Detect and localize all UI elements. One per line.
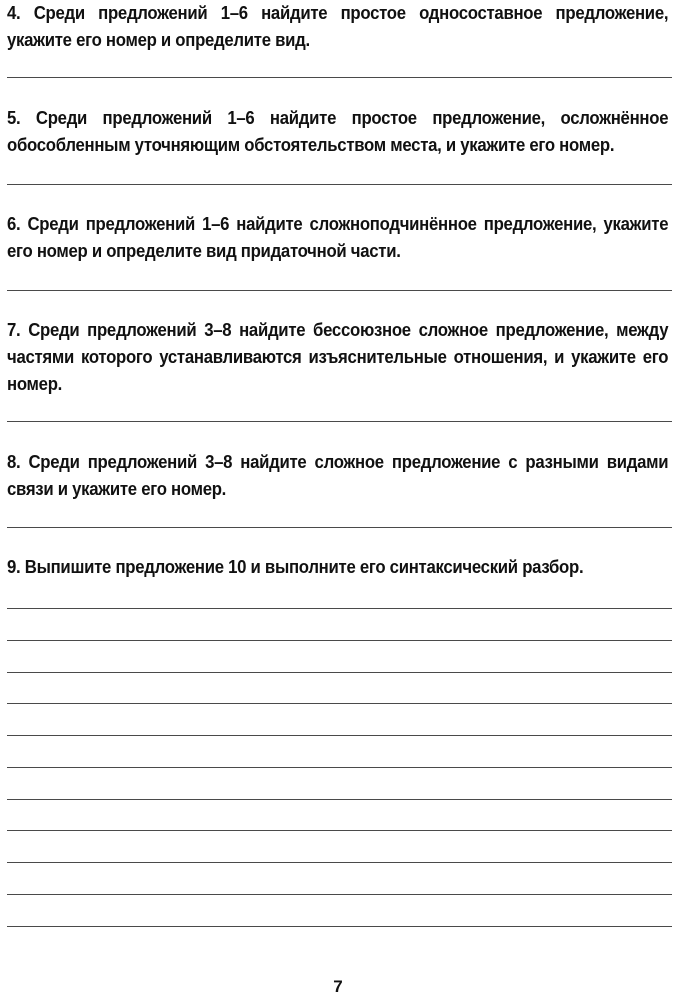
task-8-text: 8. Среди предложений 3–8 найдите сложное предложение с разными видами связи и укажите его номер. bbox=[7, 452, 669, 499]
task-4-text: 4. Среди предложений 1–6 найдите простое односоставное предложение, укажите его номер и определите вид. bbox=[7, 3, 669, 50]
answer-line-task-9[interactable] bbox=[7, 735, 672, 736]
answer-line-task-9[interactable] bbox=[7, 767, 672, 768]
task-5-text: 5. Среди предложений 1–6 найдите простое предложение, осложнённое обособленным уточняющим обстоятельством места, и укажите его номер. bbox=[7, 108, 669, 155]
task-6-text: 6. Среди предложений 1–6 найдите сложноподчинённое предложение, укажите его номер и определите вид придаточной части. bbox=[7, 214, 669, 261]
answer-line-task-9[interactable] bbox=[7, 640, 672, 641]
answer-line-task-5[interactable] bbox=[7, 184, 672, 185]
answer-line-task-9[interactable] bbox=[7, 926, 672, 927]
answer-line-task-9[interactable] bbox=[7, 703, 672, 704]
page-number: 7 bbox=[333, 977, 343, 996]
answer-line-task-8[interactable] bbox=[7, 527, 672, 528]
answer-line-task-9[interactable] bbox=[7, 799, 672, 800]
answer-line-task-9[interactable] bbox=[7, 672, 672, 673]
answer-line-task-6[interactable] bbox=[7, 290, 672, 291]
answer-line-task-9[interactable] bbox=[7, 894, 672, 895]
task-7-text: 7. Среди предложений 3–8 найдите бессоюзное сложное предложение, между частями которого устанавливаются изъяснительные отношения, и укажите его номер. bbox=[7, 320, 669, 394]
answer-line-task-4[interactable] bbox=[7, 77, 672, 78]
answer-line-task-9[interactable] bbox=[7, 862, 672, 863]
answer-line-task-7[interactable] bbox=[7, 421, 672, 422]
task-9-text: 9. Выпишите предложение 10 и выполните его синтаксический разбор. bbox=[7, 557, 584, 577]
answer-line-task-9[interactable] bbox=[7, 830, 672, 831]
answer-line-task-9[interactable] bbox=[7, 608, 672, 609]
